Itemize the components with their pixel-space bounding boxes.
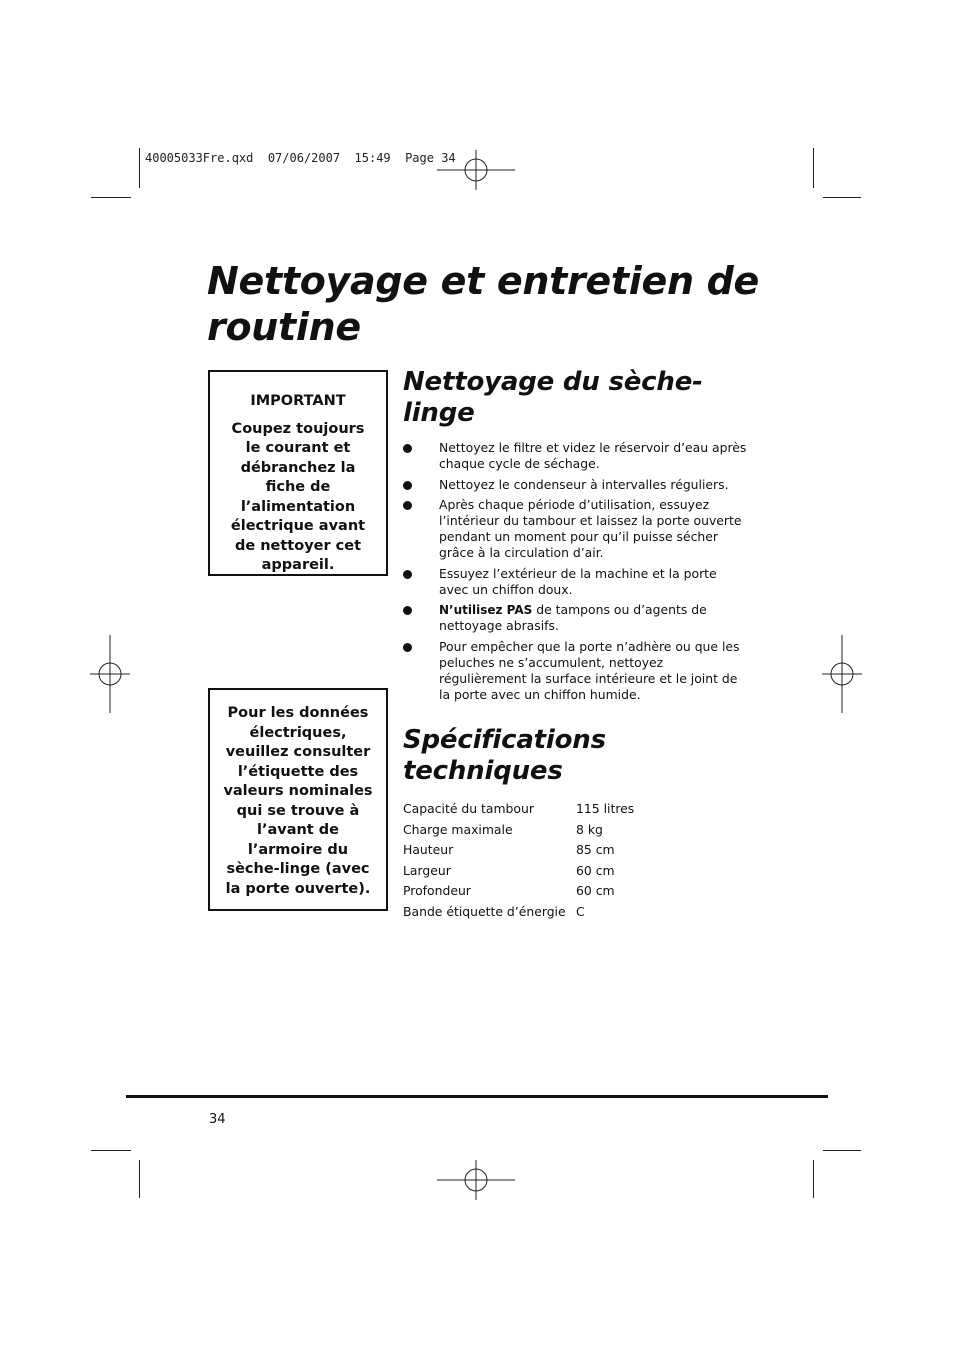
electrical-info-box xyxy=(208,688,388,911)
print-slug: 40005033Fre.qxd 07/06/2007 15:49 Page 34 xyxy=(145,151,456,165)
important-box xyxy=(208,370,388,576)
specs-heading: Spécifications techniques xyxy=(403,725,606,786)
registration-mark-icon xyxy=(90,635,130,715)
spec-label: Hauteur xyxy=(403,842,454,858)
list-item-text: de tampons ou d’agents de nettoyage abrasifs. xyxy=(439,602,707,633)
crop-mark xyxy=(823,197,861,198)
page-number: 34 xyxy=(209,1112,226,1127)
bullet-icon xyxy=(403,501,412,510)
crop-mark xyxy=(139,1160,140,1198)
crop-mark xyxy=(91,197,131,198)
registration-mark-icon xyxy=(822,635,862,715)
spec-value: 115 litres xyxy=(576,801,635,816)
bullet-icon xyxy=(403,444,412,453)
crop-mark xyxy=(823,1150,861,1151)
list-item xyxy=(403,477,748,493)
important-text: Coupez toujours le courant et débranchez la fiche de l’alimentation électrique avant de nettoyer cet appareil. xyxy=(230,420,366,573)
cleaning-list xyxy=(403,440,748,707)
footer-rule xyxy=(126,1095,828,1098)
spec-row xyxy=(403,902,634,923)
list-item-text: Nettoyez le filtre et videz le réservoir d’eau après chaque cycle de séchage. xyxy=(439,440,747,471)
spec-row xyxy=(403,799,634,820)
list-item xyxy=(403,440,748,472)
spec-value: C xyxy=(576,903,585,919)
list-item-text: Après chaque période d’utilisation, essuyez l’intérieur du tambour et laissez la porte ouverte pendant un moment pour qu’il puisse sécher grâce à la circulation d’air. xyxy=(439,497,742,560)
cleaning-heading: Nettoyage du sèche-linge xyxy=(403,367,703,428)
crop-mark xyxy=(813,1160,814,1198)
list-item-emphasis: N’utilisez PAS xyxy=(439,603,533,617)
spec-row xyxy=(403,881,634,902)
spec-value: 60 cm xyxy=(576,862,615,878)
bullet-icon xyxy=(403,570,412,579)
electrical-info-text: Pour les données électriques, veuillez consulter l’étiquette des valeurs nominales qui se trouve à l’avant de l’armoire du sèche-linge (avec la porte ouverte). xyxy=(223,705,373,897)
specs-table xyxy=(403,799,634,923)
list-item xyxy=(403,602,748,634)
list-item-text: Pour empêcher que la porte n’adhère ou que les peluches ne s’accumulent, nettoyez régulièrement la surface intérieure et le joint de la porte avec un chiffon humide. xyxy=(439,638,740,702)
list-item-text: Essuyez l’extérieur de la machine et la porte avec un chiffon doux. xyxy=(439,565,717,597)
page-title: Nettoyage et entretien de routine xyxy=(207,259,760,349)
crop-mark xyxy=(139,148,140,188)
spec-label: Bande étiquette d’énergie xyxy=(403,903,566,919)
spec-row xyxy=(403,840,634,861)
list-item xyxy=(403,639,748,703)
registration-mark-icon xyxy=(437,1160,517,1200)
spec-row xyxy=(403,861,634,882)
spec-value: 85 cm xyxy=(576,842,615,858)
important-heading: IMPORTANT xyxy=(250,393,346,409)
spec-label: Profondeur xyxy=(403,883,471,899)
spec-value: 8 kg xyxy=(576,821,603,837)
list-item xyxy=(403,566,748,598)
crop-mark xyxy=(91,1150,131,1151)
list-item xyxy=(403,497,748,561)
bullet-icon xyxy=(403,481,412,490)
bullet-icon xyxy=(403,606,412,615)
spec-value: 60 cm xyxy=(576,883,615,899)
bullet-icon xyxy=(403,643,412,652)
spec-label: Capacité du tambour xyxy=(403,801,534,816)
spec-label: Charge maximale xyxy=(403,821,513,837)
crop-mark xyxy=(813,148,814,188)
list-item-text: Nettoyez le condenseur à intervalles réguliers. xyxy=(439,476,729,492)
spec-row xyxy=(403,820,634,841)
spec-label: Largeur xyxy=(403,862,451,878)
